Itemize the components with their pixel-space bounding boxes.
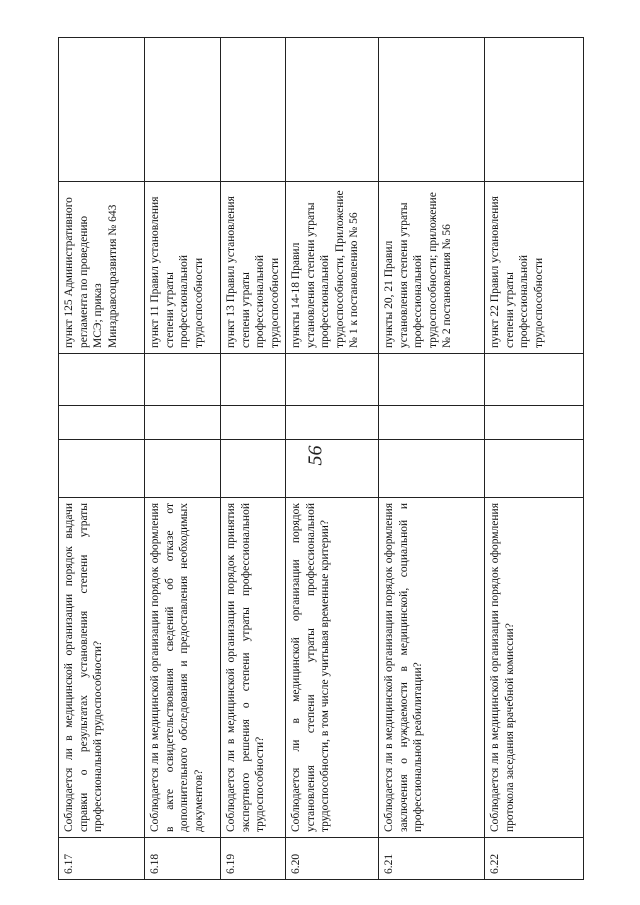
table-row — [59, 38, 145, 880]
checklist-table — [58, 37, 584, 880]
empty-cell — [485, 406, 584, 440]
empty-cell — [145, 440, 221, 498]
empty-cell — [286, 440, 379, 498]
empty-cell — [286, 406, 379, 440]
empty-cell — [145, 406, 221, 440]
empty-cell — [485, 354, 584, 406]
question-cell: Соблюдается ли в медицинской организации порядок оформления протокола заседания врачебной комиссии? — [485, 498, 584, 838]
reference-cell: пункты 14-18 Правил установления степени утраты профессиональной трудоспособности, Приложение № 1 к постановлению № 56 — [286, 182, 379, 354]
empty-cell — [485, 38, 584, 182]
row-number: 6.18 — [145, 838, 221, 880]
row-number: 6.20 — [286, 838, 379, 880]
page-number: 56 — [304, 445, 327, 466]
question-cell: Соблюдается ли в медицинской организации порядок оформления заключения о нуждаемости в медицинской, социальной и профессиональной реабилитации? — [379, 498, 485, 838]
row-number: 6.21 — [379, 838, 485, 880]
rotated-page-content — [58, 38, 581, 880]
reference-cell: пункт 11 Правил установления степени утраты профессиональной трудоспособности — [145, 182, 221, 354]
empty-cell — [286, 354, 379, 406]
empty-cell — [221, 354, 286, 406]
question-cell: Соблюдается ли в медицинской организации порядок оформления в акте освидетельствования сведений об отказе от дополнительного обследования и предоставления необходимых документов? — [145, 498, 221, 838]
table-row — [286, 38, 379, 880]
empty-cell — [379, 406, 485, 440]
table-row — [379, 38, 485, 880]
empty-cell — [59, 38, 145, 182]
empty-cell — [59, 440, 145, 498]
row-number: 6.22 — [485, 838, 584, 880]
empty-cell — [485, 440, 584, 498]
row-number: 6.17 — [59, 838, 145, 880]
empty-cell — [221, 38, 286, 182]
empty-cell — [221, 406, 286, 440]
table-row — [221, 38, 286, 880]
empty-cell — [59, 406, 145, 440]
empty-cell — [145, 38, 221, 182]
reference-cell: пункт 13 Правил установления степени утраты профессиональной трудоспособности — [221, 182, 286, 354]
question-cell: Соблюдается ли в медицинской организации порядок принятия экспертного решения о степени утраты профессиональной трудоспособности? — [221, 498, 286, 838]
empty-cell — [286, 38, 379, 182]
empty-cell — [379, 38, 485, 182]
empty-cell — [379, 354, 485, 406]
question-cell: Соблюдается ли в медицинской организации порядок установления степени утраты профессиональной трудоспособности, в том числе учитывая временные критерии? — [286, 498, 379, 838]
empty-cell — [59, 354, 145, 406]
empty-cell — [379, 440, 485, 498]
table-row — [145, 38, 221, 880]
table-row — [485, 38, 584, 880]
question-cell: Соблюдается ли в медицинской организации порядок выдачи справки о результатах установления степени утраты профессиональной трудоспособности? — [59, 498, 145, 838]
empty-cell — [221, 440, 286, 498]
reference-cell: пункт 125 Административного регламента по проведению МСЭ; приказ Минздравсоцразвития № 643 — [59, 182, 145, 354]
reference-cell: пункт 22 Правил установления степени утраты профессиональной трудоспособности — [485, 182, 584, 354]
empty-cell — [145, 354, 221, 406]
row-number: 6.19 — [221, 838, 286, 880]
reference-cell: пункты 20, 21 Правил установления степени утраты профессиональной трудоспособности; приложение № 2 постановления № 56 — [379, 182, 485, 354]
